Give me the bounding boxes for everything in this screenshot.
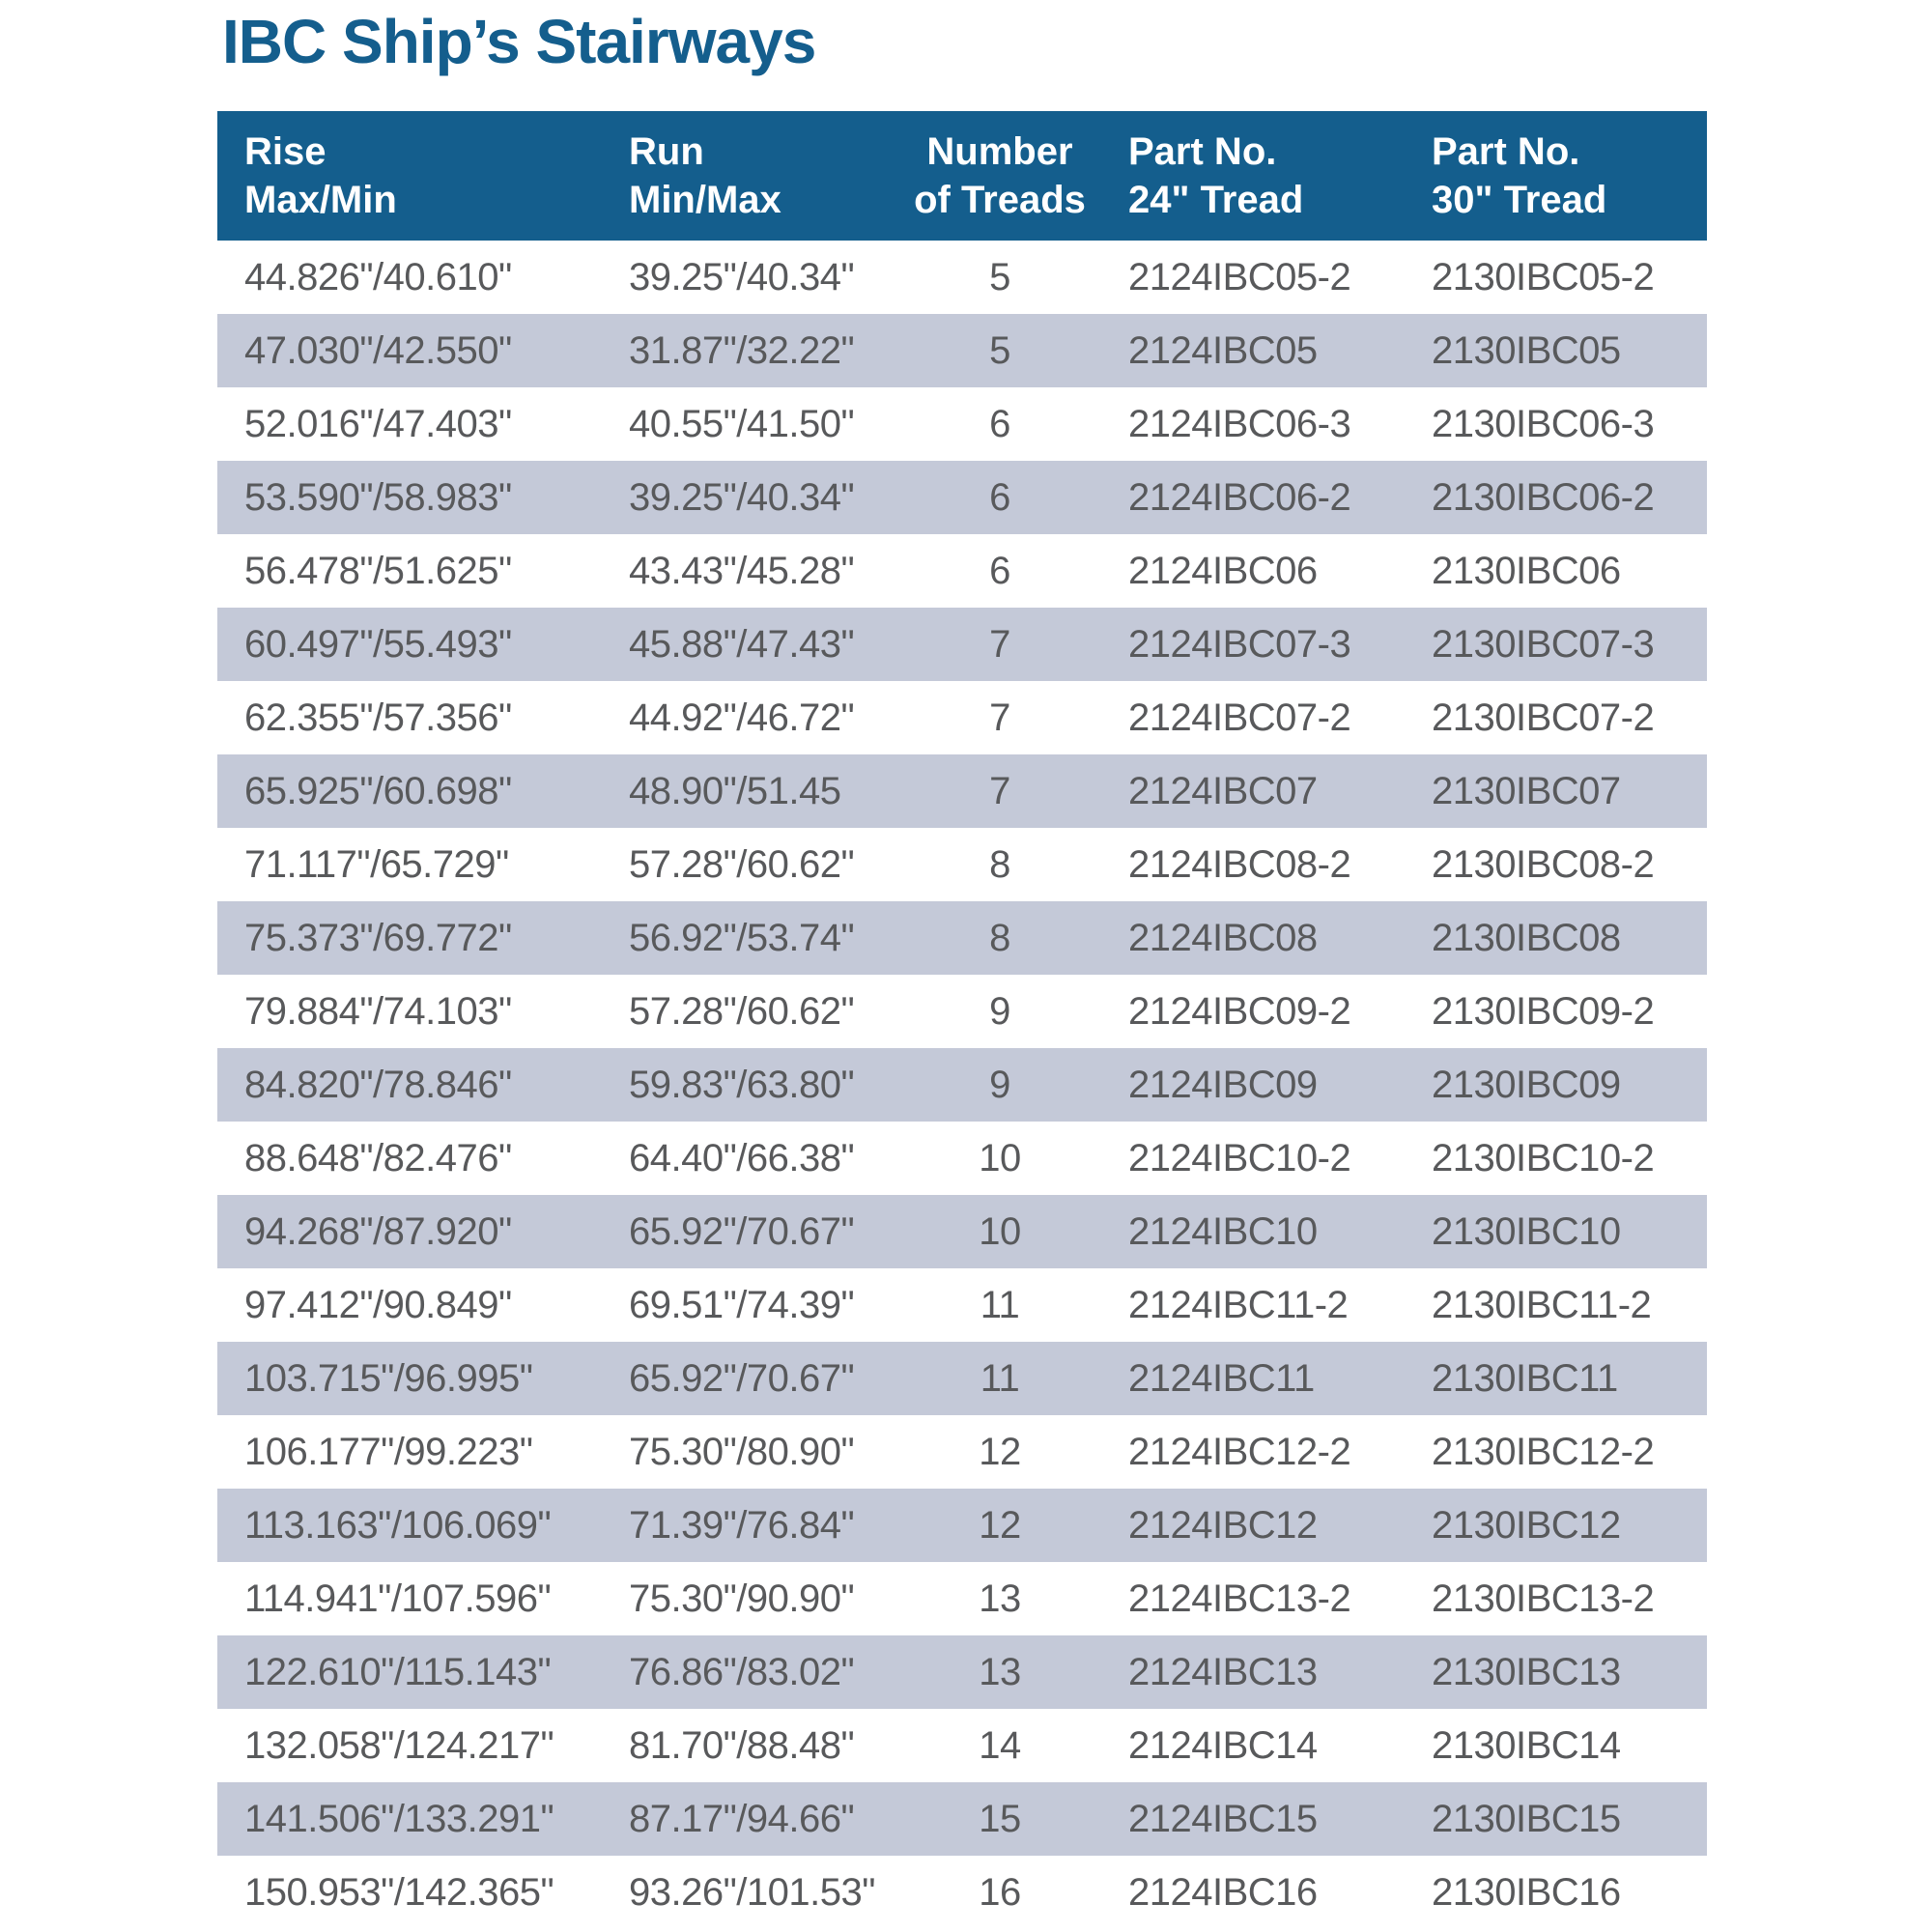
cell-part-no-24-tread: 2124IBC14	[1128, 1723, 1318, 1767]
cell-rise-max-min: 97.412"/90.849"	[244, 1283, 512, 1326]
cell-part-no-30-tread: 2130IBC05-2	[1432, 255, 1655, 298]
cell-rise-max-min: 79.884"/74.103"	[244, 989, 512, 1033]
cell-part-no-30-tread: 2130IBC07	[1432, 769, 1621, 812]
header-line: Rise	[244, 130, 327, 173]
cell-part-no-30-tread: 2130IBC16	[1432, 1870, 1621, 1914]
cell-run-min-max: 71.39"/76.84"	[629, 1503, 855, 1547]
cell-part-no-24-tread: 2124IBC16	[1128, 1870, 1318, 1914]
cell-run-min-max: 57.28"/60.62"	[629, 989, 855, 1033]
cell-number-of-treads: 13	[979, 1650, 1021, 1693]
cell-rise-max-min: 94.268"/87.920"	[244, 1209, 512, 1253]
cell-part-no-30-tread: 2130IBC11-2	[1432, 1283, 1652, 1326]
cell-rise-max-min: 44.826"/40.610"	[244, 255, 512, 298]
header-line: Min/Max	[629, 179, 781, 221]
cell-part-no-24-tread: 2124IBC13	[1128, 1650, 1318, 1693]
cell-number-of-treads: 11	[980, 1283, 1020, 1326]
header-rise-max-min	[217, 128, 602, 224]
cell-number-of-treads: 10	[979, 1136, 1021, 1179]
cell-rise-max-min: 52.016"/47.403"	[244, 402, 512, 445]
cell-rise-max-min: 150.953"/142.365"	[244, 1870, 554, 1914]
cell-part-no-24-tread: 2124IBC06	[1128, 549, 1318, 592]
cell-part-no-24-tread: 2124IBC06-3	[1128, 402, 1351, 445]
header-part-no-30-tread	[1405, 128, 1707, 224]
cell-part-no-30-tread: 2130IBC09	[1432, 1063, 1621, 1106]
header-number-of-treads	[898, 128, 1101, 224]
cell-number-of-treads: 7	[989, 622, 1010, 666]
table-row	[217, 1562, 1707, 1635]
table-row	[217, 387, 1707, 461]
table-row	[217, 534, 1707, 608]
table-row	[217, 1709, 1707, 1782]
cell-number-of-treads: 15	[979, 1797, 1021, 1840]
table-row	[217, 1635, 1707, 1709]
cell-rise-max-min: 56.478"/51.625"	[244, 549, 512, 592]
cell-run-min-max: 81.70"/88.48"	[629, 1723, 855, 1767]
cell-number-of-treads: 13	[979, 1577, 1021, 1620]
header-line: 30" Tread	[1432, 179, 1607, 221]
table-header-row	[217, 111, 1707, 241]
cell-run-min-max: 65.92"/70.67"	[629, 1356, 855, 1400]
cell-part-no-24-tread: 2124IBC11	[1128, 1356, 1315, 1400]
header-line: 24" Tread	[1128, 179, 1304, 221]
cell-run-min-max: 65.92"/70.67"	[629, 1209, 855, 1253]
cell-part-no-24-tread: 2124IBC07	[1128, 769, 1318, 812]
cell-number-of-treads: 8	[989, 916, 1010, 959]
cell-rise-max-min: 60.497"/55.493"	[244, 622, 512, 666]
table-row	[217, 1268, 1707, 1342]
table-row	[217, 754, 1707, 828]
cell-part-no-30-tread: 2130IBC15	[1432, 1797, 1621, 1840]
cell-rise-max-min: 47.030"/42.550"	[244, 328, 512, 372]
cell-part-no-30-tread: 2130IBC12-2	[1432, 1430, 1655, 1473]
cell-rise-max-min: 132.058"/124.217"	[244, 1723, 554, 1767]
cell-part-no-30-tread: 2130IBC13	[1432, 1650, 1621, 1693]
header-line: Max/Min	[244, 179, 397, 221]
cell-part-no-30-tread: 2130IBC10	[1432, 1209, 1621, 1253]
cell-run-min-max: 44.92"/46.72"	[629, 696, 855, 739]
cell-run-min-max: 57.28"/60.62"	[629, 842, 855, 886]
cell-number-of-treads: 7	[989, 696, 1010, 739]
cell-part-no-30-tread: 2130IBC06-2	[1432, 475, 1655, 519]
cell-number-of-treads: 6	[989, 549, 1010, 592]
cell-rise-max-min: 62.355"/57.356"	[244, 696, 512, 739]
cell-part-no-24-tread: 2124IBC05-2	[1128, 255, 1351, 298]
cell-number-of-treads: 16	[979, 1870, 1021, 1914]
table-row	[217, 828, 1707, 901]
cell-rise-max-min: 65.925"/60.698"	[244, 769, 512, 812]
table-row	[217, 1195, 1707, 1268]
cell-part-no-24-tread: 2124IBC07-2	[1128, 696, 1351, 739]
cell-part-no-30-tread: 2130IBC06	[1432, 549, 1621, 592]
cell-run-min-max: 45.88"/47.43"	[629, 622, 855, 666]
cell-number-of-treads: 7	[989, 769, 1010, 812]
header-run-min-max	[602, 128, 898, 224]
cell-number-of-treads: 5	[989, 328, 1010, 372]
header-line: Run	[629, 130, 704, 173]
cell-run-min-max: 93.26"/101.53"	[629, 1870, 875, 1914]
cell-rise-max-min: 141.506"/133.291"	[244, 1797, 554, 1840]
cell-run-min-max: 75.30"/80.90"	[629, 1430, 855, 1473]
table-row	[217, 1048, 1707, 1122]
cell-part-no-30-tread: 2130IBC05	[1432, 328, 1621, 372]
cell-part-no-24-tread: 2124IBC10	[1128, 1209, 1318, 1253]
stairways-spec-table	[217, 111, 1707, 1929]
cell-number-of-treads: 11	[980, 1356, 1020, 1400]
cell-part-no-24-tread: 2124IBC09-2	[1128, 989, 1351, 1033]
cell-part-no-24-tread: 2124IBC15	[1128, 1797, 1318, 1840]
cell-rise-max-min: 106.177"/99.223"	[244, 1430, 533, 1473]
header-line: of Treads	[914, 179, 1086, 221]
cell-run-min-max: 39.25"/40.34"	[629, 255, 855, 298]
cell-part-no-30-tread: 2130IBC07-2	[1432, 696, 1655, 739]
cell-number-of-treads: 6	[989, 475, 1010, 519]
page-title: IBC Ship’s Stairways	[222, 7, 816, 76]
table-row	[217, 1415, 1707, 1489]
table-row	[217, 1782, 1707, 1856]
cell-run-min-max: 75.30"/90.90"	[629, 1577, 855, 1620]
cell-run-min-max: 43.43"/45.28"	[629, 549, 855, 592]
cell-part-no-24-tread: 2124IBC10-2	[1128, 1136, 1351, 1179]
cell-part-no-30-tread: 2130IBC14	[1432, 1723, 1621, 1767]
cell-number-of-treads: 5	[989, 255, 1010, 298]
cell-rise-max-min: 122.610"/115.143"	[244, 1650, 552, 1693]
cell-number-of-treads: 8	[989, 842, 1010, 886]
cell-part-no-24-tread: 2124IBC09	[1128, 1063, 1318, 1106]
table-body	[217, 241, 1707, 1929]
cell-part-no-30-tread: 2130IBC08	[1432, 916, 1621, 959]
cell-run-min-max: 69.51"/74.39"	[629, 1283, 855, 1326]
table-row	[217, 314, 1707, 387]
table-row	[217, 1122, 1707, 1195]
cell-part-no-24-tread: 2124IBC12	[1128, 1503, 1318, 1547]
table-row	[217, 681, 1707, 754]
cell-part-no-24-tread: 2124IBC13-2	[1128, 1577, 1351, 1620]
cell-part-no-30-tread: 2130IBC10-2	[1432, 1136, 1655, 1179]
cell-number-of-treads: 9	[989, 1063, 1010, 1106]
cell-rise-max-min: 113.163"/106.069"	[244, 1503, 552, 1547]
cell-run-min-max: 76.86"/83.02"	[629, 1650, 855, 1693]
cell-part-no-24-tread: 2124IBC07-3	[1128, 622, 1351, 666]
cell-rise-max-min: 88.648"/82.476"	[244, 1136, 512, 1179]
cell-run-min-max: 56.92"/53.74"	[629, 916, 855, 959]
table-row	[217, 1856, 1707, 1929]
cell-number-of-treads: 14	[979, 1723, 1021, 1767]
cell-part-no-24-tread: 2124IBC08	[1128, 916, 1318, 959]
cell-rise-max-min: 84.820"/78.846"	[244, 1063, 512, 1106]
header-line: Number	[926, 130, 1073, 173]
cell-rise-max-min: 103.715"/96.995"	[244, 1356, 533, 1400]
cell-part-no-30-tread: 2130IBC12	[1432, 1503, 1621, 1547]
cell-number-of-treads: 12	[979, 1503, 1021, 1547]
table-row	[217, 1489, 1707, 1562]
cell-run-min-max: 64.40"/66.38"	[629, 1136, 855, 1179]
header-line: Part No.	[1432, 130, 1580, 173]
cell-part-no-30-tread: 2130IBC11	[1432, 1356, 1618, 1400]
table-row	[217, 901, 1707, 975]
cell-part-no-24-tread: 2124IBC11-2	[1128, 1283, 1349, 1326]
table-row	[217, 975, 1707, 1048]
cell-part-no-24-tread: 2124IBC05	[1128, 328, 1318, 372]
header-line: Part No.	[1128, 130, 1277, 173]
cell-run-min-max: 59.83"/63.80"	[629, 1063, 855, 1106]
table-row	[217, 608, 1707, 681]
cell-number-of-treads: 10	[979, 1209, 1021, 1253]
table-row	[217, 1342, 1707, 1415]
cell-run-min-max: 87.17"/94.66"	[629, 1797, 855, 1840]
cell-rise-max-min: 114.941"/107.596"	[244, 1577, 552, 1620]
cell-part-no-24-tread: 2124IBC08-2	[1128, 842, 1351, 886]
cell-part-no-30-tread: 2130IBC07-3	[1432, 622, 1655, 666]
cell-number-of-treads: 6	[989, 402, 1010, 445]
header-part-no-24-tread	[1101, 128, 1405, 224]
cell-part-no-30-tread: 2130IBC06-3	[1432, 402, 1655, 445]
cell-number-of-treads: 12	[979, 1430, 1021, 1473]
table-row	[217, 241, 1707, 314]
cell-part-no-24-tread: 2124IBC12-2	[1128, 1430, 1351, 1473]
cell-rise-max-min: 71.117"/65.729"	[244, 842, 509, 886]
cell-run-min-max: 31.87"/32.22"	[629, 328, 855, 372]
cell-run-min-max: 48.90"/51.45	[629, 769, 841, 812]
cell-run-min-max: 39.25"/40.34"	[629, 475, 855, 519]
cell-run-min-max: 40.55"/41.50"	[629, 402, 855, 445]
table-row	[217, 461, 1707, 534]
cell-rise-max-min: 53.590"/58.983"	[244, 475, 512, 519]
cell-part-no-30-tread: 2130IBC13-2	[1432, 1577, 1655, 1620]
cell-number-of-treads: 9	[989, 989, 1010, 1033]
cell-part-no-24-tread: 2124IBC06-2	[1128, 475, 1351, 519]
cell-rise-max-min: 75.373"/69.772"	[244, 916, 512, 959]
cell-part-no-30-tread: 2130IBC08-2	[1432, 842, 1655, 886]
cell-part-no-30-tread: 2130IBC09-2	[1432, 989, 1655, 1033]
